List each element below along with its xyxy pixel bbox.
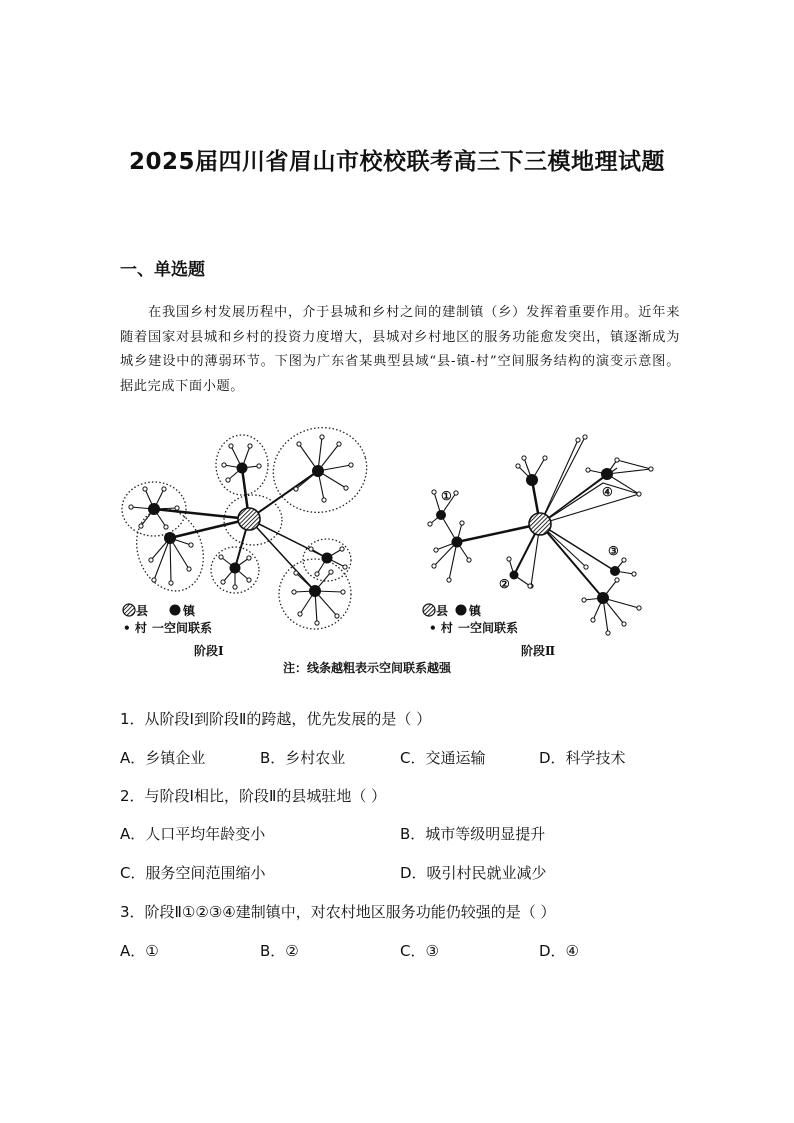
marker-2: ② <box>499 577 510 591</box>
q3-option-b: B．② <box>260 942 299 960</box>
q2-option-c: C．服务空间范围缩小 <box>120 864 266 882</box>
legend-town-label: 镇 <box>183 604 196 618</box>
q1-option-d: D．科学技术 <box>539 749 626 767</box>
legend-link-label: 一空间联系 <box>152 621 213 635</box>
county-symbol-stage-1 <box>238 508 260 530</box>
q2-option-d: D．吸引村民就业减少 <box>400 864 547 882</box>
legend-link-label: 一空间联系 <box>458 621 519 635</box>
marker-4: ④ <box>602 485 613 499</box>
q3-option-a: A．① <box>120 942 159 960</box>
q2-option-a: A．人口平均年龄变小 <box>120 825 266 843</box>
marker-1: ① <box>441 489 452 503</box>
legend-town-label: 镇 <box>469 604 482 618</box>
legend-stage-2 <box>423 603 555 658</box>
question-1-stem: 1．从阶段Ⅰ到阶段Ⅱ的跨越，优先发展的是（ ） <box>120 710 432 728</box>
marker-3: ③ <box>608 544 619 558</box>
legend-stage-1 <box>123 603 224 658</box>
county-symbol-stage-2 <box>529 513 551 535</box>
question-3-stem: 3．阶段Ⅱ①②③④建制镇中，对农村地区服务功能仍较强的是（ ） <box>120 903 556 921</box>
question-2-stem: 2．与阶段Ⅰ相比，阶段Ⅱ的县城驻地（ ） <box>120 787 387 805</box>
passage-text: 在我国乡村发展历程中，介于县城和乡村之间的建制镇（乡）发挥着重要作用。近年来随着国家对县城和乡村的投资力度增大，县城对乡村地区的服务功能愈发突出，镇逐渐成为城乡建设中的薄弱环节。下图为广东省某典型县域“县-镇-村”空间服务结构的演变示意图。据此完成下面小题。 <box>120 305 680 394</box>
figure-note: 注：线条越粗表示空间联系越强 <box>283 661 452 675</box>
legend-county-label: 县 <box>436 604 449 618</box>
q1-option-b: B．乡村农业 <box>260 749 346 767</box>
stage-2-label: 阶段Ⅱ <box>521 644 556 658</box>
county-town-village-diagram <box>118 420 678 682</box>
legend-village-label: • 村 <box>123 621 147 635</box>
section-heading: 一、单选题 <box>120 260 205 280</box>
legend-village-label: • 村 <box>429 621 453 635</box>
q3-option-d: D．④ <box>539 942 579 960</box>
page-title: 2025届四川省眉山市校校联考高三下三模地理试题 <box>128 149 665 175</box>
q3-option-c: C．③ <box>400 942 439 960</box>
q1-option-a: A．乡镇企业 <box>120 749 206 767</box>
stage-1-label: 阶段Ⅰ <box>194 644 224 658</box>
legend-county-label: 县 <box>136 604 149 618</box>
q1-option-c: C．交通运输 <box>400 749 486 767</box>
q2-option-b: B．城市等级明显提升 <box>400 825 546 843</box>
stage-1-diagram <box>122 420 376 629</box>
